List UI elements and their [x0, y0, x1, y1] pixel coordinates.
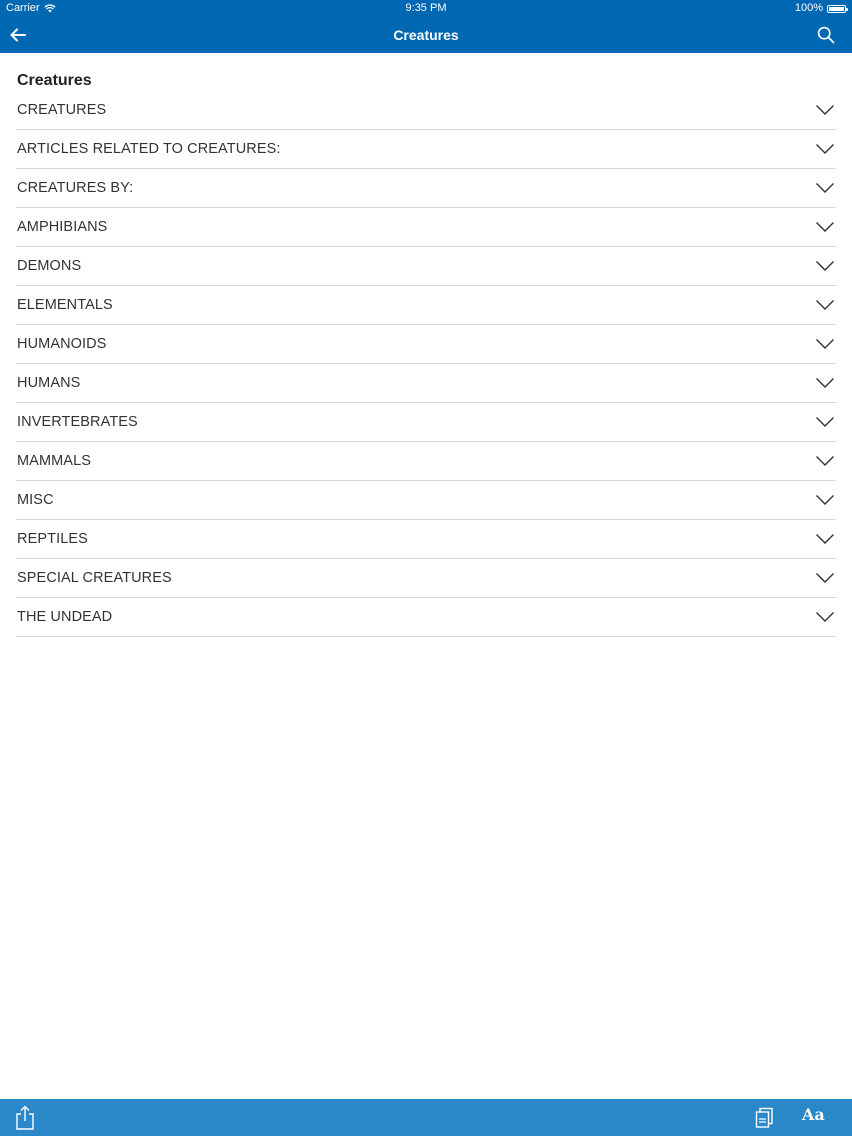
list-item[interactable] — [16, 559, 836, 598]
list-item[interactable] — [16, 130, 836, 169]
list-item[interactable] — [16, 169, 836, 208]
bottom-toolbar — [0, 1099, 852, 1136]
list-item[interactable] — [16, 598, 836, 637]
list-item[interactable] — [16, 247, 836, 286]
battery-group — [795, 0, 846, 17]
chevron-down-icon — [815, 182, 835, 194]
list-item-label: HUMANOIDS — [17, 336, 107, 352]
nav-bar — [0, 17, 852, 53]
chevron-down-icon — [815, 494, 835, 506]
list-item-label: REPTILES — [17, 531, 88, 547]
pages-button[interactable] — [754, 1107, 776, 1129]
pages-icon — [754, 1107, 776, 1129]
page-title: Creatures — [393, 27, 459, 43]
list-item-label: SPECIAL CREATURES — [17, 570, 172, 586]
list-item-label: AMPHIBIANS — [17, 219, 108, 235]
chevron-down-icon — [815, 299, 835, 311]
share-icon — [14, 1105, 36, 1131]
chevron-down-icon — [815, 104, 835, 116]
list-item[interactable] — [16, 520, 836, 559]
list-item[interactable] — [16, 481, 836, 520]
list-item[interactable] — [16, 91, 836, 130]
list-item[interactable] — [16, 442, 836, 481]
chevron-down-icon — [815, 455, 835, 467]
chevron-down-icon — [815, 377, 835, 389]
search-button[interactable] — [814, 23, 838, 47]
list-item-label: ELEMENTALS — [17, 297, 113, 313]
carrier-label: Carrier — [6, 2, 40, 14]
list-item[interactable] — [16, 208, 836, 247]
status-time: 9:35 PM — [405, 2, 447, 14]
chevron-down-icon — [815, 221, 835, 233]
chevron-down-icon — [815, 572, 835, 584]
chevron-down-icon — [815, 260, 835, 272]
list-item[interactable] — [16, 403, 836, 442]
list-item[interactable] — [16, 286, 836, 325]
section-title: Creatures — [17, 72, 92, 89]
status-bar — [0, 0, 852, 17]
top-bar — [0, 0, 852, 53]
list-item-label: INVERTEBRATES — [17, 414, 138, 430]
chevron-down-icon — [815, 143, 835, 155]
creature-list — [16, 91, 836, 637]
chevron-down-icon — [815, 533, 835, 545]
list-item-label: CREATURES — [17, 102, 107, 118]
list-item-label: HUMANS — [17, 375, 81, 391]
list-item-label: CREATURES BY: — [17, 180, 134, 196]
list-item[interactable] — [16, 325, 836, 364]
search-icon — [817, 26, 835, 44]
list-item-label: MAMMALS — [17, 453, 92, 469]
list-item-label: ARTICLES RELATED TO CREATURES: — [17, 141, 281, 157]
font-size-button[interactable]: Aa — [802, 1105, 825, 1124]
share-button[interactable] — [14, 1105, 36, 1131]
list-item-label: THE UNDEAD — [17, 609, 113, 625]
list-item[interactable] — [16, 364, 836, 403]
chevron-down-icon — [815, 338, 835, 350]
list-item-label: MISC — [17, 492, 54, 508]
battery-percent: 100% — [794, 2, 823, 14]
battery-icon — [827, 5, 846, 13]
chevron-down-icon — [815, 416, 835, 428]
chevron-down-icon — [815, 611, 835, 623]
list-item-label: DEMONS — [17, 258, 82, 274]
